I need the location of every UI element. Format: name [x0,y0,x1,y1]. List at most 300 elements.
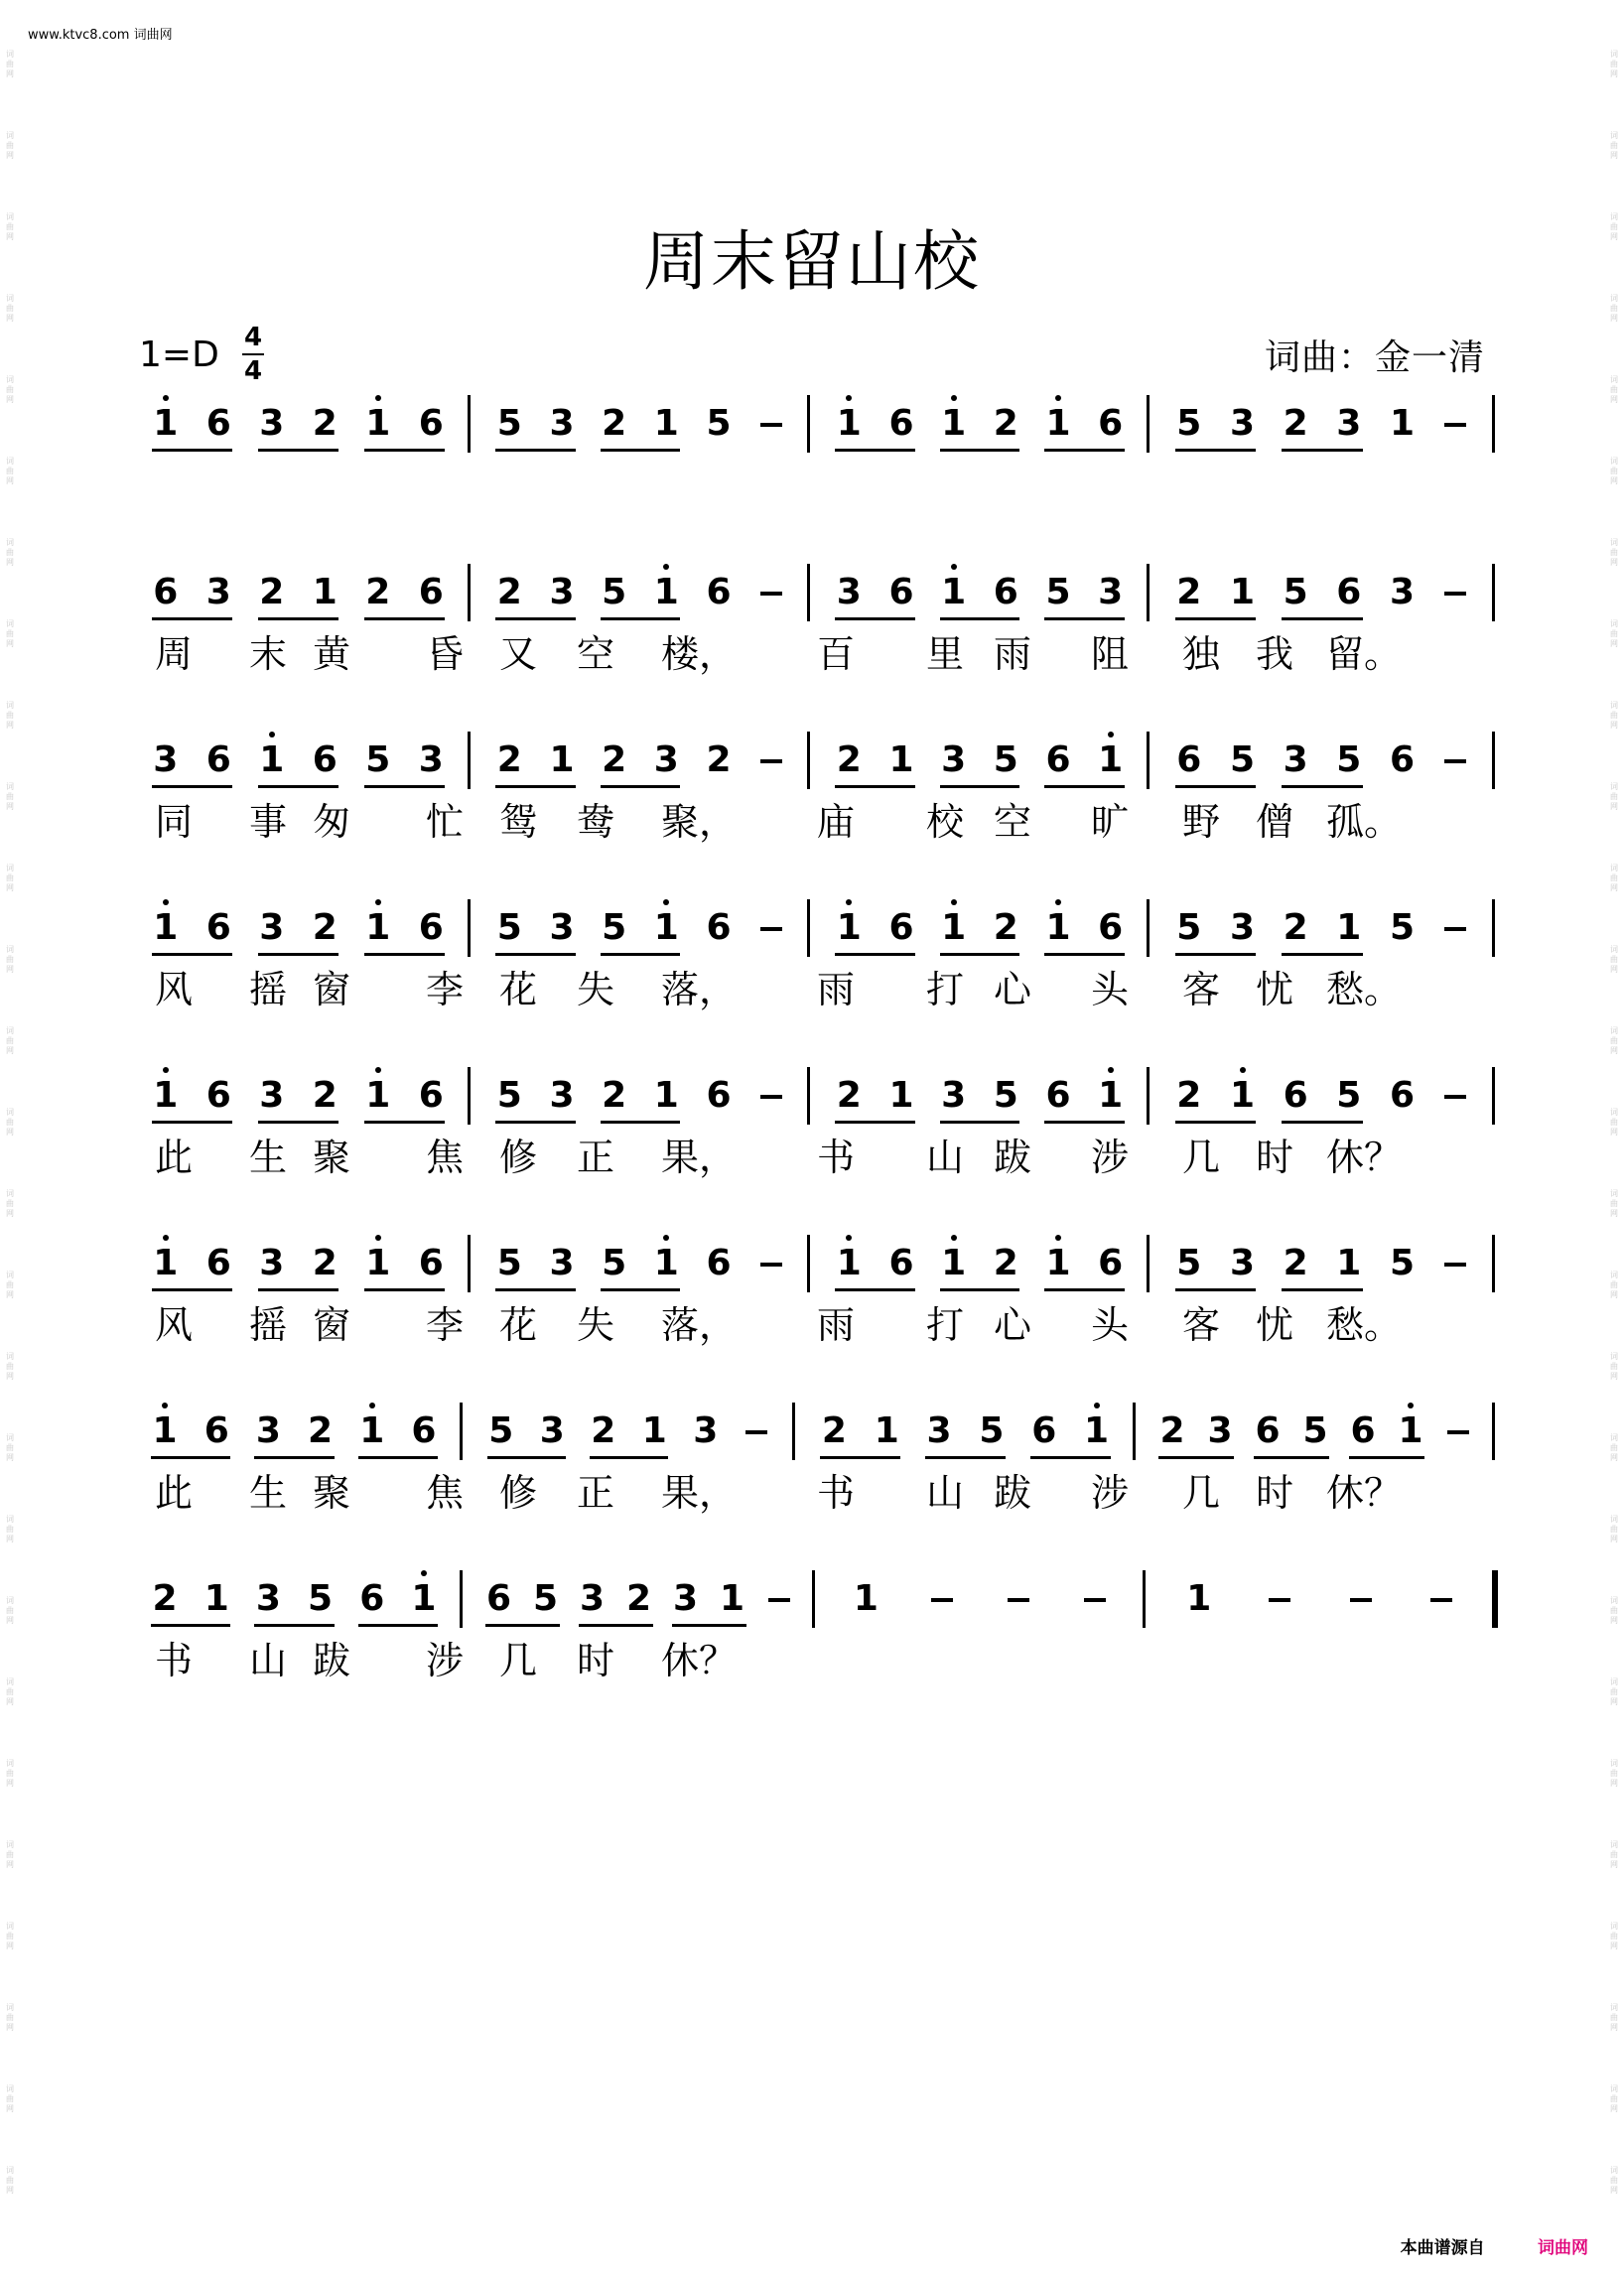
side-watermark: 词曲网 [6,1922,14,1950]
lyric-char: 修 [498,1471,537,1515]
side-watermark: 词曲网 [1610,1352,1618,1381]
note-6: 6 [203,1410,229,1451]
note-5: 5 [496,1243,522,1283]
beam-underline [258,617,339,620]
note-3: 3 [579,1578,606,1619]
beam-underline [1349,1456,1424,1459]
score-system [139,1570,1494,1691]
lyrics-line [139,1300,1494,1356]
beam-underline [1030,1456,1111,1459]
beam-underline [835,785,915,788]
beam-underline [254,1456,334,1459]
beam-underline [364,1121,446,1124]
note-5: 5 [1229,739,1256,780]
barline [807,1067,810,1125]
note-1: 1 [1186,1578,1212,1619]
lyric-char: 黄 [312,632,350,676]
note-5: 5 [1336,739,1362,780]
note-6: 6 [1389,739,1416,780]
note-2: 2 [821,1410,847,1451]
beam-underline [495,449,576,452]
side-watermark: 词曲网 [1610,782,1618,811]
lyric-char: 风 [154,1303,193,1347]
score-title: 周末留山校 [643,223,981,300]
lyric-char: 失 [576,1303,614,1347]
beam-underline [364,617,446,620]
lyric-char: 风 [154,968,193,1011]
note-2: 2 [496,739,522,780]
note-5: 5 [496,403,522,444]
octave-dot [1055,899,1061,905]
note-3: 3 [1336,403,1362,444]
sustain-dash [760,592,782,596]
barline [1492,564,1495,621]
note-6: 6 [1045,739,1071,780]
beam-underline [258,449,339,452]
beam-underline [940,1288,1020,1291]
note-2: 2 [1176,572,1202,612]
beam-underline [925,1456,1006,1459]
beam-underline [601,1288,681,1291]
beam-underline [835,953,915,956]
lyric-char: 又 [498,632,537,676]
lyric-char: 周 [154,632,193,676]
side-watermark: 词曲网 [6,619,14,648]
beam-underline [1254,1456,1329,1459]
lyric-char: 跋 [993,1136,1031,1179]
note-5: 5 [1336,1075,1362,1116]
lyric-char: 昏 [425,632,464,676]
note-5: 5 [1176,1243,1202,1283]
side-watermark: 词曲网 [6,131,14,160]
time-sig-top: 4 [243,323,263,352]
note-6: 6 [418,907,444,948]
note-6: 6 [205,403,231,444]
note-5: 5 [706,403,732,444]
note-3: 3 [549,1243,575,1283]
lyric-char: 果， [661,1136,738,1179]
footer-source-label: 本曲谱源自 [1400,2238,1485,2258]
barline [807,395,810,453]
lyric-char: 心 [993,968,1031,1011]
beam-underline [358,1624,438,1627]
note-1: 1 [1098,1075,1124,1116]
note-5: 5 [1283,572,1308,612]
staff-line [139,732,1494,791]
note-5: 5 [602,572,627,612]
note-2: 2 [259,572,285,612]
note-3: 3 [941,1075,967,1116]
note-6: 6 [205,1243,231,1283]
barline [1492,395,1495,453]
note-5: 5 [1389,907,1416,948]
note-6: 6 [1255,1410,1281,1451]
sustain-dash [1350,1598,1372,1602]
note-6: 6 [706,907,732,948]
beam-underline [152,1288,233,1291]
note-6: 6 [1389,1075,1416,1116]
note-6: 6 [418,572,444,612]
note-3: 3 [1283,739,1308,780]
sustain-dash [760,759,782,763]
beam-underline [1282,617,1363,620]
lyric-char: 书 [816,1136,855,1179]
site-url: www.ktvc8.com 词曲网 [28,28,173,43]
beam-underline [601,449,681,452]
lyric-char: 生 [248,1471,287,1515]
lyric-char: 愁。 [1326,1303,1403,1347]
side-watermark: 词曲网 [6,864,14,892]
beam-underline [1044,785,1125,788]
side-watermark: 词曲网 [1610,1515,1618,1543]
side-watermark: 词曲网 [6,1515,14,1543]
score-system [139,1235,1494,1356]
score-system [139,564,1494,685]
lyrics-line [139,1133,1494,1188]
note-3: 3 [926,1410,952,1451]
sustain-dash [1444,759,1466,763]
side-watermark: 词曲网 [1610,2084,1618,2113]
side-watermark: 词曲网 [6,375,14,404]
note-3: 3 [259,1075,285,1116]
note-5: 5 [602,1243,627,1283]
side-watermark: 词曲网 [6,1677,14,1706]
note-1: 1 [1336,907,1362,948]
beam-underline [495,1121,576,1124]
lyric-char: 阻 [1090,632,1129,676]
barline [1143,1570,1146,1628]
note-1: 1 [1045,907,1071,948]
beam-underline [151,1624,230,1627]
note-2: 2 [1283,907,1308,948]
note-6: 6 [993,572,1018,612]
lyric-char: 聚， [661,800,738,844]
barline [807,1235,810,1292]
beam-underline [151,1456,230,1459]
side-watermark: 词曲网 [1610,212,1618,241]
lyric-char: 楼， [661,632,738,676]
beam-underline [601,785,681,788]
side-watermark: 词曲网 [1610,1677,1618,1706]
lyric-char: 焦 [425,1136,464,1179]
lyric-char: 时 [1255,1471,1293,1515]
note-5: 5 [993,1075,1018,1116]
note-3: 3 [549,572,575,612]
side-watermark: 词曲网 [6,457,14,485]
note-2: 2 [1283,403,1308,444]
beam-underline [258,953,339,956]
lyric-char: 跋 [993,1471,1031,1515]
note-3: 3 [836,572,862,612]
lyric-char: 李 [425,968,464,1011]
sustain-dash [1269,1598,1290,1602]
sustain-dash [1447,1430,1469,1434]
note-1: 1 [365,907,391,948]
note-3: 3 [255,1578,281,1619]
lyric-char: 此 [154,1471,193,1515]
side-watermark: 词曲网 [1610,1596,1618,1625]
lyric-char: 正 [576,1136,614,1179]
beam-underline [495,1288,576,1291]
key-label: 1=D [139,335,219,375]
side-watermark: 词曲网 [6,1352,14,1381]
note-2: 2 [312,1075,338,1116]
beam-underline [940,1121,1020,1124]
note-3: 3 [1389,572,1416,612]
side-watermark: 词曲网 [6,1271,14,1299]
note-6: 6 [312,739,338,780]
lyric-char: 果， [661,1471,738,1515]
note-6: 6 [411,1410,437,1451]
lyric-char: 客 [1181,968,1220,1011]
lyrics-line [139,1468,1494,1524]
note-6: 6 [888,572,914,612]
side-watermark: 词曲网 [6,2166,14,2195]
lyric-char: 李 [425,1303,464,1347]
sustain-dash [1084,1598,1106,1602]
lyric-char: 落， [661,1303,738,1347]
note-2: 2 [836,1075,862,1116]
beam-underline [485,1624,560,1627]
beam-underline [1044,617,1125,620]
lyric-char: 打 [925,968,964,1011]
lyric-char: 我 [1255,632,1293,676]
side-watermark: 词曲网 [1610,375,1618,404]
note-5: 5 [993,739,1018,780]
lyric-char: 雨 [993,632,1031,676]
beam-underline [835,449,915,452]
side-watermark: 词曲网 [6,701,14,730]
sustain-dash [1430,1598,1452,1602]
beam-underline [1158,1456,1234,1459]
lyric-char: 聚 [312,1136,350,1179]
note-3: 3 [549,907,575,948]
lyrics-line [139,1636,1494,1691]
octave-dot [951,564,957,570]
beam-underline [601,953,681,956]
lyrics-line [139,965,1494,1020]
barline [1492,732,1495,789]
beam-underline [152,953,233,956]
lyric-char: 此 [154,1136,193,1179]
lyric-char: 鸳 [498,800,537,844]
note-1: 1 [411,1578,437,1619]
lyric-char: 空 [993,800,1031,844]
beam-underline [1044,953,1125,956]
note-6: 6 [1098,907,1124,948]
barline [1492,1235,1495,1292]
barline [460,1570,463,1628]
sustain-dash [1444,1263,1466,1267]
note-6: 6 [1336,572,1362,612]
note-3: 3 [1229,1243,1256,1283]
lyric-char: 书 [154,1639,193,1682]
note-5: 5 [308,1578,334,1619]
note-2: 2 [993,907,1018,948]
note-1: 1 [836,403,862,444]
sustain-dash [931,1598,953,1602]
lyric-char: 焦 [425,1471,464,1515]
barline [1492,1403,1495,1460]
lyric-char: 涉 [425,1639,464,1682]
note-2: 2 [602,1075,627,1116]
note-5: 5 [1045,572,1071,612]
note-5: 5 [488,1410,514,1451]
barline [1133,1403,1136,1460]
staff-line [139,1570,1494,1630]
composer-credit: 词曲：金一清 [1264,337,1485,378]
lyric-char: 愁。 [1326,968,1403,1011]
lyric-char: 休？ [661,1639,738,1682]
beam-underline [1175,1288,1257,1291]
side-watermark: 词曲网 [6,1840,14,1869]
note-1: 1 [359,1410,385,1451]
lyric-char: 客 [1181,1303,1220,1347]
note-5: 5 [1176,403,1202,444]
barline [468,395,471,453]
note-6: 6 [418,1075,444,1116]
side-watermark: 词曲网 [6,1189,14,1218]
side-watermark: 词曲网 [1610,619,1618,648]
note-3: 3 [153,739,179,780]
lyric-char: 空 [576,632,614,676]
note-3: 3 [259,403,285,444]
lyric-char: 鸯 [576,800,614,844]
note-1: 1 [365,403,391,444]
lyric-char: 窗 [312,968,350,1011]
staff-line [139,564,1494,623]
lyric-char: 时 [1255,1136,1293,1179]
note-6: 6 [205,907,231,948]
octave-dot [1108,1067,1114,1073]
note-5: 5 [532,1578,559,1619]
time-signature [242,323,264,386]
right-watermark-strip [1607,50,1621,2233]
octave-dot [1108,732,1114,737]
note-1: 1 [653,403,679,444]
lyric-char: 里 [925,632,964,676]
note-1: 1 [312,572,338,612]
beam-underline [1175,1121,1257,1124]
lyric-char: 同 [154,800,193,844]
barline [468,732,471,789]
note-2: 2 [602,403,627,444]
barline [468,564,471,621]
note-1: 1 [888,739,914,780]
octave-dot [375,1067,381,1073]
lyric-char: 正 [576,1471,614,1515]
note-1: 1 [941,403,967,444]
beam-underline [1282,449,1363,452]
beam-underline [1175,449,1257,452]
note-6: 6 [1350,1410,1376,1451]
beam-underline [364,1288,446,1291]
lyric-char: 打 [925,1303,964,1347]
lyric-char: 休？ [1326,1136,1403,1179]
note-1: 1 [836,1243,862,1283]
note-1: 1 [549,739,575,780]
lyric-char: 山 [248,1639,287,1682]
note-2: 2 [836,739,862,780]
octave-dot [1094,1403,1100,1408]
lyric-char: 花 [498,968,537,1011]
source-footer [1401,2233,1588,2258]
side-watermark: 词曲网 [1610,1922,1618,1950]
lyric-char: 山 [925,1471,964,1515]
beam-underline [254,1624,334,1627]
note-3: 3 [259,1243,285,1283]
note-1: 1 [153,907,179,948]
beam-underline [152,449,233,452]
octave-dot [375,395,381,401]
lyric-char: 花 [498,1303,537,1347]
lyric-char: 跋 [312,1639,350,1682]
note-6: 6 [485,1578,512,1619]
note-3: 3 [1229,907,1256,948]
barline [1147,732,1150,789]
lyric-char: 山 [925,1136,964,1179]
barline [1492,1570,1498,1628]
lyric-char: 匆 [312,800,350,844]
score-system [139,395,1494,455]
barline [468,1235,471,1292]
barline [468,1067,471,1125]
octave-dot [163,1067,169,1073]
note-1: 1 [1045,403,1071,444]
beam-underline [940,617,1020,620]
score-system [139,899,1494,1020]
note-6: 6 [706,572,732,612]
lyric-char: 百 [816,632,855,676]
note-2: 2 [1176,1075,1202,1116]
note-1: 1 [888,1075,914,1116]
note-1: 1 [153,403,179,444]
note-6: 6 [706,1243,732,1283]
side-watermark: 词曲网 [1610,1433,1618,1462]
note-3: 3 [1207,1410,1233,1451]
lyric-char: 涉 [1090,1471,1129,1515]
note-1: 1 [1098,739,1124,780]
octave-dot [163,395,169,401]
note-6: 6 [205,1075,231,1116]
lyric-char: 时 [576,1639,614,1682]
lyric-char: 摇 [248,1303,287,1347]
sustain-dash [1008,1598,1029,1602]
lyric-char: 涉 [1090,1136,1129,1179]
note-1: 1 [1389,403,1416,444]
note-1: 1 [153,1075,179,1116]
note-6: 6 [359,1578,385,1619]
side-watermark: 词曲网 [1610,2166,1618,2195]
side-watermark: 词曲网 [6,945,14,974]
note-1: 1 [874,1410,899,1451]
octave-dot [375,899,381,905]
side-watermark: 词曲网 [1610,1271,1618,1299]
beam-underline [1044,1288,1125,1291]
lyric-char: 忧 [1255,1303,1293,1347]
note-5: 5 [496,1075,522,1116]
sustain-dash [1444,1095,1466,1099]
barline [1147,395,1150,453]
note-2: 2 [308,1410,334,1451]
lyric-char: 几 [498,1639,537,1682]
barline [1147,899,1150,957]
octave-dot [1055,1235,1061,1241]
sustain-dash [760,927,782,931]
lyric-char: 头 [1090,968,1129,1011]
beam-underline [1175,785,1257,788]
barline [460,1403,463,1460]
